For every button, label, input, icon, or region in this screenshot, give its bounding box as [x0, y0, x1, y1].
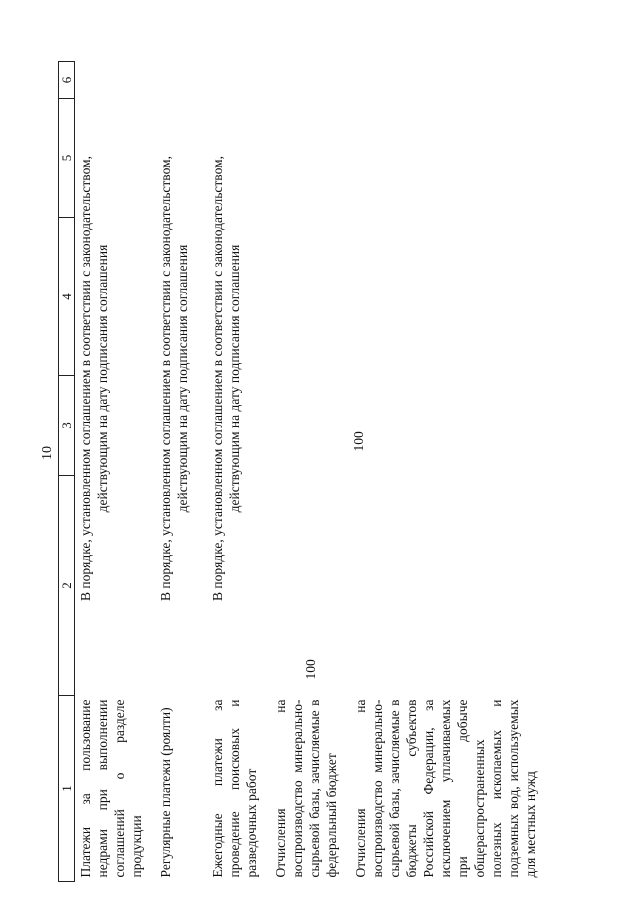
column-number-4: 4 — [59, 218, 75, 376]
row-5-col6 — [350, 62, 549, 99]
row-1-note — [75, 62, 156, 696]
row-5-col4 — [350, 218, 549, 376]
column-number-6: 6 — [59, 62, 75, 99]
page-number: 10 — [40, 446, 55, 460]
row-4-name: Отчисления на воспроизводство минерально-сырьевой базы, зачисляемые в федеральный бюджет — [273, 699, 339, 878]
row-5-col5 — [350, 99, 549, 218]
row-1-note-line1: В порядке, установленном соглашением в соответствии с законодательством, — [78, 156, 93, 601]
row-5-percent: 100 — [351, 431, 366, 452]
row-5-name: Отчисления на воспроизводство минерально-сырьевой базы, зачисляемые в бюджеты субъектов Российской Федерации, за исключением уплачиваемых при добыче общераспространенных полезных ископаемых и подземных вод, используемых для местных нужд — [353, 699, 538, 878]
row-4-col3 — [270, 376, 350, 476]
row-3-note-line2: действующим на дату подписания соглашения — [227, 244, 242, 513]
row-1-note-text — [75, 66, 111, 692]
table-row — [270, 62, 350, 882]
row-5-col2 — [350, 476, 549, 696]
row-2-name: Регулярные платежи (роялти) — [158, 707, 173, 878]
row-3-note-text — [207, 66, 243, 692]
row-2-note — [155, 62, 207, 696]
table-header-row — [59, 62, 75, 882]
column-number-3: 3 — [59, 376, 75, 476]
row-2-note-line2: действующим на дату подписания соглашения — [175, 244, 190, 513]
table-row — [75, 62, 156, 882]
column-number-2: 2 — [59, 476, 75, 696]
row-3-note — [207, 62, 270, 696]
budget-allocation-table — [58, 61, 549, 882]
row-2-note-line1: В порядке, установленном соглашением в соответствии с законодательством, — [158, 156, 173, 601]
rotated-table-container — [58, 62, 618, 882]
table-row — [350, 62, 549, 882]
table-row — [207, 62, 270, 882]
row-1-note-line2: действующим на дату подписания соглашения — [95, 244, 110, 513]
row-4-col5 — [270, 99, 350, 218]
row-4-col2-value — [270, 476, 350, 696]
row-4-percent: 100 — [302, 659, 318, 680]
row-4-col4 — [270, 218, 350, 376]
column-number-1: 1 — [59, 696, 75, 882]
row-1-name: Платежи за пользование недрами при выполнении соглашений о разделе продукции — [78, 699, 144, 878]
row-4-col6 — [270, 62, 350, 99]
row-3-name: Ежегодные платежи за проведение поисковых и разведочных работ — [210, 699, 259, 878]
row-3-note-line1: В порядке, установленном соглашением в соответствии с законодательством, — [210, 156, 225, 601]
table-row — [155, 62, 207, 882]
row-2-note-text — [155, 66, 191, 692]
column-number-5: 5 — [59, 99, 75, 218]
row-5-col3-value — [350, 376, 549, 476]
